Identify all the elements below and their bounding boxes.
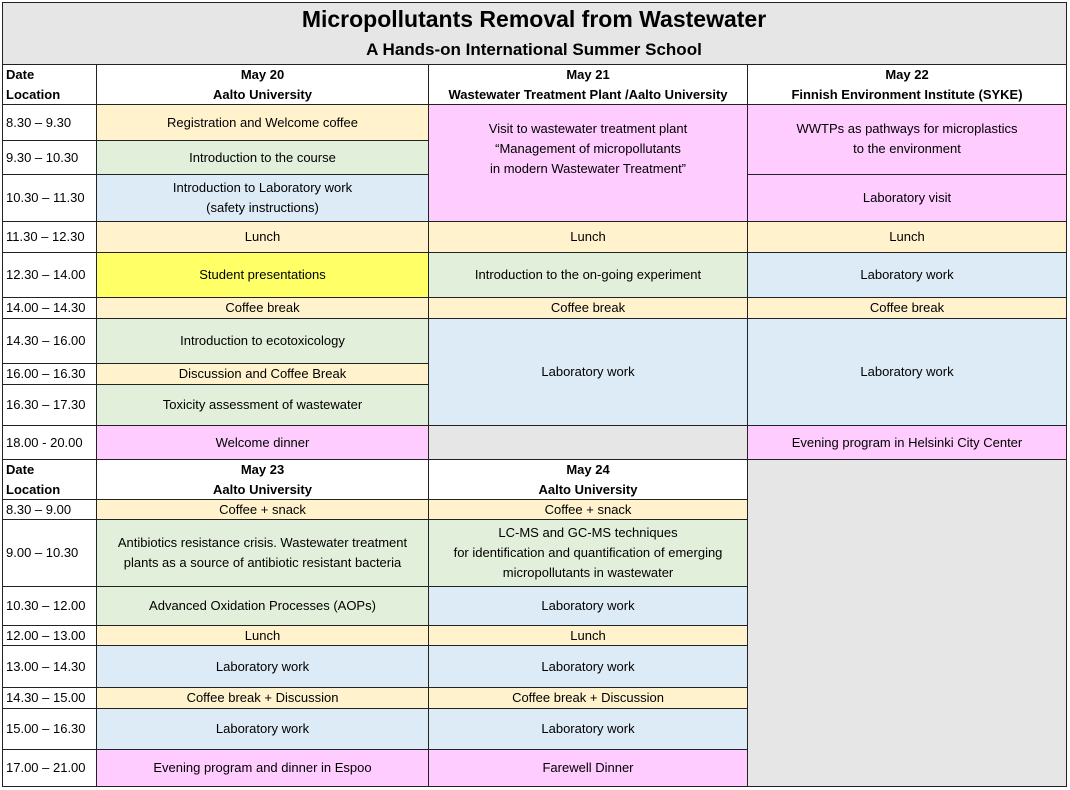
time-slot: 16.30 – 17.30 [2, 385, 97, 426]
time-slot: 8.30 – 9.00 [2, 500, 97, 520]
day-date: May 24 [566, 461, 610, 477]
time-slot: 12.30 – 14.00 [2, 253, 97, 298]
session-lunch: Lunch [429, 626, 748, 646]
day-header-may23 [97, 460, 429, 500]
session-antibiotics: Antibiotics resistance crisis. Wastewater treatment plants as a source of antibiotic resistant bacteria [97, 520, 429, 587]
day-location: Finnish Environment Institute (SYKE) [791, 86, 1023, 102]
schedule-title: Micropollutants Removal from Wastewater [2, 2, 1067, 35]
session-lab-intro: Introduction to Laboratory work (safety instructions) [97, 175, 429, 222]
week1-row-label: Date Location [2, 65, 97, 105]
session-lab-work: Laboratory work [429, 319, 748, 426]
time-slot: 8.30 – 9.30 [2, 105, 97, 141]
time-slot: 11.30 – 12.30 [2, 222, 97, 253]
empty-slot [429, 426, 748, 460]
session-experiment-intro: Introduction to the on-going experiment [429, 253, 748, 298]
day-date: May 21 [566, 66, 610, 82]
session-lunch: Lunch [429, 222, 748, 253]
day-date: May 20 [240, 66, 285, 82]
time-slot: 16.00 – 16.30 [2, 364, 97, 385]
session-lab-visit: Laboratory visit [748, 175, 1067, 222]
session-coffee-snack: Coffee + snack [97, 500, 429, 520]
session-coffee-snack: Coffee + snack [429, 500, 748, 520]
session-ecotoxicology: Introduction to ecotoxicology [97, 319, 429, 364]
session-coffee-break: Coffee break [429, 298, 748, 319]
session-lab-work: Laboratory work [429, 646, 748, 688]
day-header-may24 [429, 460, 748, 500]
session-registration: Registration and Welcome coffee [97, 105, 429, 141]
time-slot: 13.00 – 14.30 [2, 646, 97, 688]
session-lab-work: Laboratory work [97, 709, 429, 750]
time-slot: 15.00 – 16.30 [2, 709, 97, 750]
session-aops: Advanced Oxidation Processes (AOPs) [97, 587, 429, 626]
empty-block [748, 460, 1067, 787]
session-lcms-gcms: LC-MS and GC-MS techniques for identification and quantification of emerging micropollutants in wastewater [429, 520, 748, 587]
week2-row-label: Date Location [2, 460, 97, 500]
day-header-may22 [748, 65, 1067, 105]
session-lab-work: Laboratory work [97, 646, 429, 688]
day-date: May 22 [885, 66, 929, 82]
session-lunch: Lunch [97, 626, 429, 646]
day-location: Aalto University [213, 481, 312, 497]
schedule-subtitle: A Hands-on International Summer School [2, 35, 1067, 65]
session-toxicity-assessment: Toxicity assessment of wastewater [97, 385, 429, 426]
session-student-presentations: Student presentations [97, 253, 429, 298]
session-coffee-break: Coffee break [97, 298, 429, 319]
session-coffee-break: Coffee break [748, 298, 1067, 319]
time-slot: 17.00 – 21.00 [2, 750, 97, 787]
day-date: May 23 [240, 461, 285, 477]
time-slot: 9.00 – 10.30 [2, 520, 97, 587]
time-slot: 9.30 – 10.30 [2, 141, 97, 175]
session-lab-work: Laboratory work [748, 253, 1067, 298]
session-coffee-discussion: Coffee break + Discussion [429, 688, 748, 709]
session-lunch: Lunch [748, 222, 1067, 253]
time-slot: 14.30 – 16.00 [2, 319, 97, 364]
day-location: Aalto University [213, 86, 312, 102]
session-espoo-evening: Evening program and dinner in Espoo [97, 750, 429, 787]
time-slot: 14.30 – 15.00 [2, 688, 97, 709]
session-lab-work: Laboratory work [748, 319, 1067, 426]
session-lab-work: Laboratory work [429, 587, 748, 626]
session-helsinki-evening: Evening program in Helsinki City Center [748, 426, 1067, 460]
session-lab-work: Laboratory work [429, 709, 748, 750]
time-slot: 14.00 – 14.30 [2, 298, 97, 319]
session-lunch: Lunch [97, 222, 429, 253]
session-course-intro: Introduction to the course [97, 141, 429, 175]
session-coffee-discussion: Coffee break + Discussion [97, 688, 429, 709]
session-microplastics: WWTPs as pathways for microplastics to the environment [748, 105, 1067, 175]
day-header-may20 [97, 65, 429, 105]
time-slot: 18.00 - 20.00 [2, 426, 97, 460]
session-discussion-coffee: Discussion and Coffee Break [97, 364, 429, 385]
day-header-may21 [429, 65, 748, 105]
session-wwtp-visit: Visit to wastewater treatment plant “Management of micropollutants in modern Wastewater Treatment” [429, 105, 748, 222]
time-slot: 12.00 – 13.00 [2, 626, 97, 646]
session-welcome-dinner: Welcome dinner [97, 426, 429, 460]
day-location: Wastewater Treatment Plant /Aalto University [448, 86, 728, 102]
day-location: Aalto University [538, 481, 638, 497]
time-slot: 10.30 – 12.00 [2, 587, 97, 626]
session-farewell-dinner: Farewell Dinner [429, 750, 748, 787]
time-slot: 10.30 – 11.30 [2, 175, 97, 222]
